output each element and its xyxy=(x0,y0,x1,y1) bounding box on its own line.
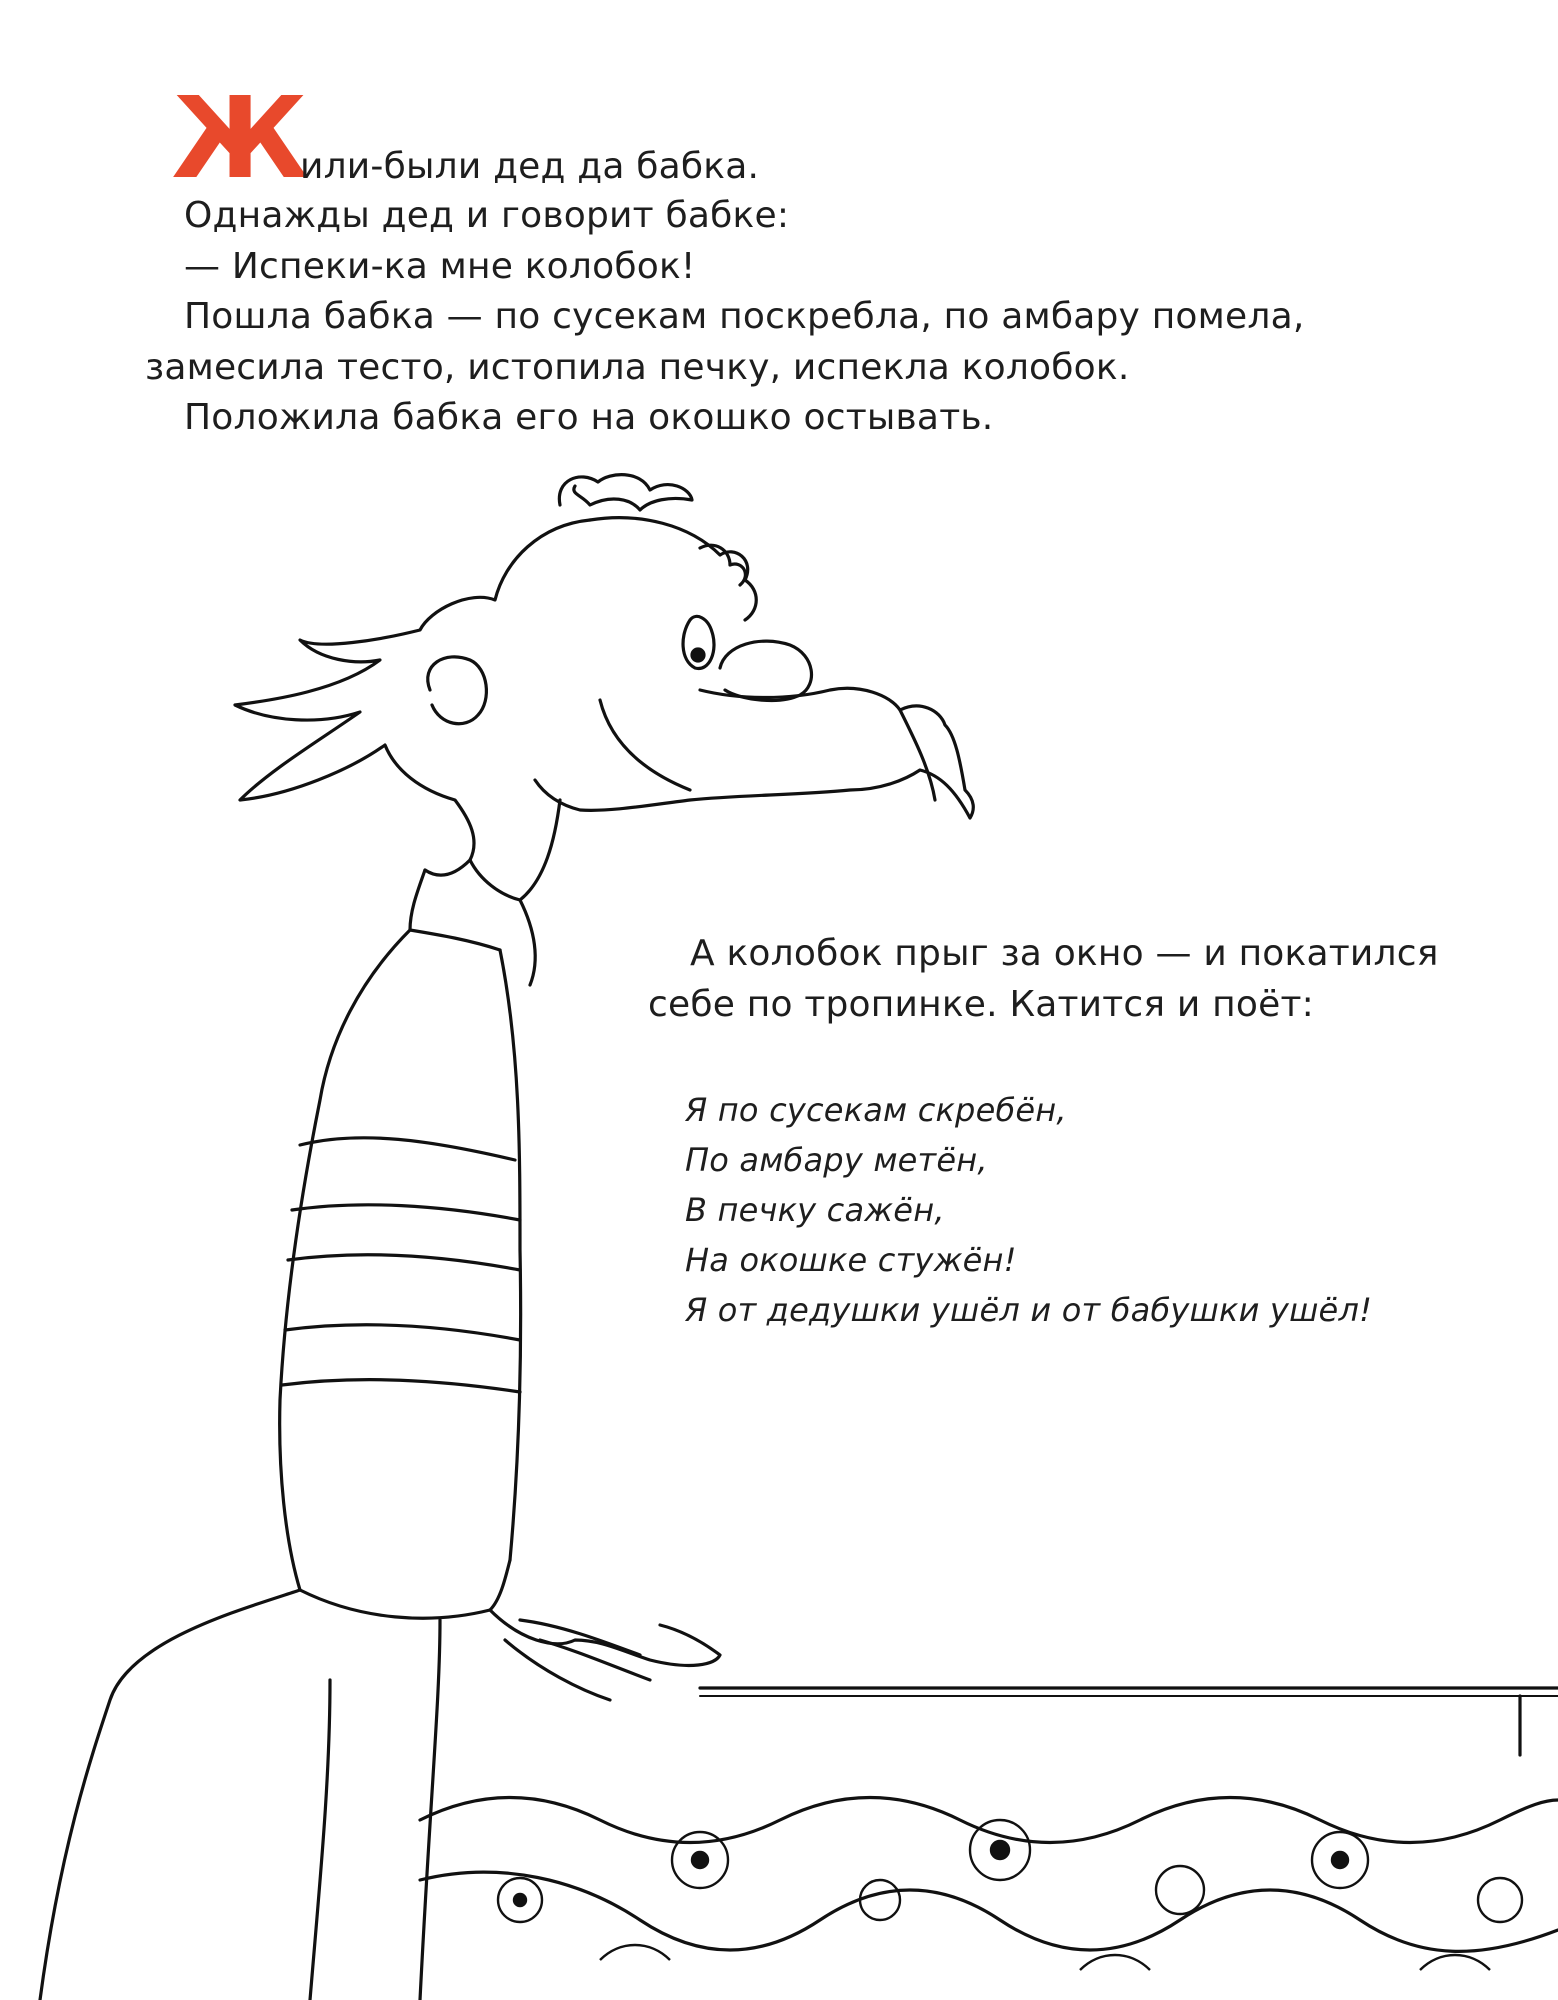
story-line-1: А колобок прыг за окно — и покатился xyxy=(690,933,1439,974)
poem-line-5: Я от дедушки ушёл и от бабушки ушёл! xyxy=(685,1291,1373,1329)
poem-line-1: Я по сусекам скребён, xyxy=(685,1091,1067,1129)
drop-cap-letter xyxy=(171,74,309,204)
intro-line-3: — Испеки-ка мне колобок! xyxy=(184,246,696,287)
story-line-2: себе по тропинке. Катится и поёт: xyxy=(648,984,1314,1025)
poem-line-3: В печку сажён, xyxy=(685,1191,945,1229)
poem-line-4: На окошке стужён! xyxy=(685,1241,1017,1279)
intro-line-2: Однажды дед и говорит бабке: xyxy=(184,195,790,236)
intro-line-5: замесила тесто, истопила печку, испекла колобок. xyxy=(145,347,1130,388)
poem-line-2: По амбару метён, xyxy=(685,1141,988,1179)
intro-line-4: Пошла бабка — по сусекам поскребла, по амбару помела, xyxy=(184,296,1305,337)
intro-line-1: или-были дед да бабка. xyxy=(300,146,760,187)
svg-text:Ж: Ж xyxy=(171,74,309,204)
intro-line-6: Положила бабка его на окошко остывать. xyxy=(184,397,994,438)
